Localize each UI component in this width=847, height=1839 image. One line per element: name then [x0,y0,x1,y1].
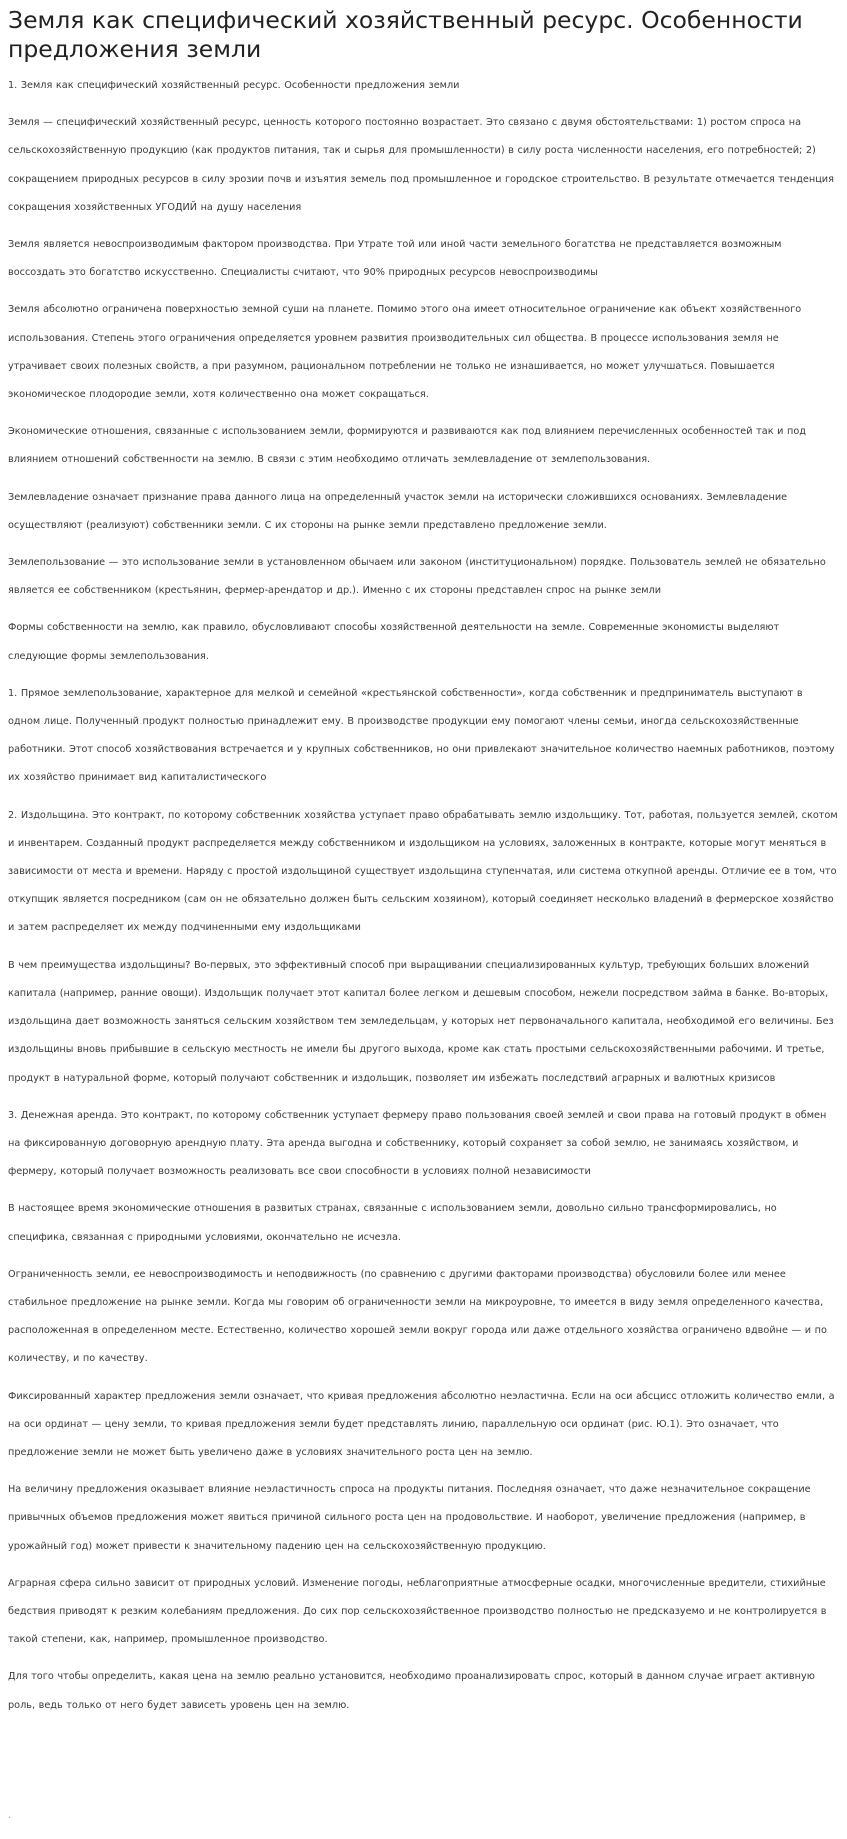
paragraph-14: Фиксированный характер предложения земли означает, что кривая предложения абсолютно неэластична. Если на оси абсцисс отложить количество емли, а на оси ординат — цену земли, то кривая предложения земли будет представлять линию, параллельную оси ординат (рис. Ю.1). Это означает, что предложение земли не может быть увеличено даже в условиях значительного роста цен на землю. [8,1390,835,1458]
paragraph-15: На величину предложения оказывает влияние неэластичность спроса на продукты питания. Последняя означает, что даже незначительное сокращение привычных объемов предложения может явиться причиной сильного роста цен на продовольствие. И наоборот, увеличение предложения (например, в урожайный год) может привести к значительному падению цен на сельскохозяйственную продукцию. [8,1484,811,1552]
paragraph-5: Землевладение означает признание права данного лица на определенный участок земли на исторически сложившихся основаниях. Землевладение осуществляют (реализуют) собственники земли. С их стороны на рынке земли представлено предложение земли. [8,491,788,531]
trailing-mark: . [8,1810,12,1821]
paragraph-1: Земля — специфический хозяйственный ресурс, ценность которого постоянно возрастает. Это связано с двумя обстоятельствами: 1) ростом спроса на сельскохозяйственную продукцию (как продуктов питания, так и сырья для промышленности) в силу роста численности населения, его потребностей; 2) сокращением природных ресурсов в силу эрозии почв и изъятия земель под промышленное и городское строительство. В результате отмечается тенденция сокращения хозяйственных УГОДИЙ на душу населения [8,117,834,213]
paragraph-9: 2. Издольщина. Это контракт, по которому собственник хозяйства уступает право обрабатывать землю издольщику. Тот, работая, пользуется землей, скотом и инвентарем. Созданный продукт распределяется между собственником и издольщиком на условиях, заложенных в контракте, которые могут меняться в зависимости от места и времени. Наряду с простой издольщиной существует издольщина ступенчатая, или система откупной аренды. Отличие ее в том, что откупщик является посредником (сам он не обязательно должен быть сельским хозяином), который соединяет несколько владений в фермерское хозяйство и затем распределяет их между подчиненными ему издольщиками [8,809,838,934]
paragraph-13: Ограниченность земли, ее невоспроизводимость и неподвижность (по сравнению с другими факторами производства) обусловили более или менее стабильное предложение на рынке земли. Когда мы говорим об ограниченности земли на микроуровне, то имеется в виду земля определенного качества, расположенная в определенном месте. Естественно, количество хорошей земли вокруг города или даже отдельного хозяйства ограничено вдвойне — и по количеству, и по качеству. [8,1268,827,1365]
paragraph-6: Землепользование — это использование земли в установленном обычаем или законом (институциональном) порядке. Пользователь землей не обязательно является ее собственником (крестьянин, фермер-арендатор и др.). Именно с их стороны представлен спрос на рынке земли [8,557,826,597]
paragraph-4: Экономические отношения, связанные с использованием земли, формируются и развиваются как под влиянием перечисленных особенностей так и под влиянием отношений собственности на землю. В связи с этим необходимо отличать землевладение от землепользования. [8,426,806,466]
paragraph-2: Земля является невоспроизводимым фактором производства. При Утрате той или иной части земельного богатства не представляется возможным воссоздать это богатство искусственно. Специалисты считают, что 90% природных ресурсов невоспроизводимы [8,239,782,279]
paragraph-17: Для того чтобы определить, какая цена на землю реально установится, необходимо проанализировать спрос, который в данном случае играет активную роль, ведь только от него будет зависеть уровень цен на землю. [8,1671,815,1711]
paragraph-10: В чем преимущества издольщины? Во-первых, это эффективный способ при выращивании специализированных культур, требующих больших вложений капитала (например, ранние овощи). Издольщик получает этот капитал более легком и дешевым способом, нежели посредством займа в банке. Во-вторых, издольщина дает возможность заняться сельским хозяйством тем земледельцам, у которых нет первоначального капитала, необходимой его величины. Без издольщины вновь прибывшие в сельскую местность не имели бы другого выхода, кроме как стать простыми сельскохозяйственными рабочими. И третье, продукт в натуральной форме, который получают собственник и издольщик, позволяет им избежать последствий аграрных и валютных кризисов [8,959,834,1084]
page-title: Земля как специфический хозяйственный ресурс. Особенности предложения земли [8,6,803,63]
paragraph-8: 1. Прямое землепользование, характерное для мелкой и семейной «крестьянской собственности», когда собственник и предприниматель выступают в одном лице. Полученный продукт полностью принадлежит ему. В производстве продукции ему помогают члены семьи, иногда сельскохозяйственные работники. Этот способ хозяйствования встречается и у крупных собственников, но они привлекают значительное количество наемных работников, поэтому их хозяйство принимает вид капиталистического [8,687,835,784]
paragraph-11: 3. Денежная аренда. Это контракт, по которому собственник уступает фермеру право пользования своей землей и свои права на готовый продукт в обмен на фиксированную договорную арендную плату. Эта аренда выгодна и собственнику, который сохраняет за собой землю, не занимаясь хозяйством, и фермеру, который получает возможность реализовать все свои способности в условиях полной независимости [8,1109,827,1178]
article-body [8,72,838,1720]
paragraph-7: Формы собственности на землю, как правило, обусловливают способы хозяйственной деятельности на земле. Современные экономисты выделяют следующие формы землепользования. [8,622,780,662]
paragraph-3: Земля абсолютно ограничена поверхностью земной суши на планете. Помимо этого она имеет относительное ограничение как объект хозяйственного использования. Степень этого ограничения определяется уровнем развития производительных сил общества. В процессе использования земля не утрачивает своих полезных свойств, а при разумном, рациональном потреблении не только не изнашивается, но может улучшаться. Повышается экономическое плодородие земли, хотя количественно она может сокращаться. [8,304,802,401]
paragraph-12: В настоящее время экономические отношения в развитых странах, связанные с использованием земли, довольно сильно трансформировались, но специфика, связанная с природными условиями, окончательно не исчезла. [8,1203,777,1243]
article [8,6,838,1729]
paragraph-0: 1. Земля как специфический хозяйственный ресурс. Особенности предложения земли [8,80,460,91]
paragraph-16: Аграрная сфера сильно зависит от природных условий. Изменение погоды, неблагоприятные атмосферные осадки, многочисленные вредители, стихийные бедствия приводят к резким колебаниям предложения. До сих пор сельскохозяйственное производство полностью не предсказуемо и не контролируется в такой степени, как, например, промышленное производство. [8,1577,827,1646]
